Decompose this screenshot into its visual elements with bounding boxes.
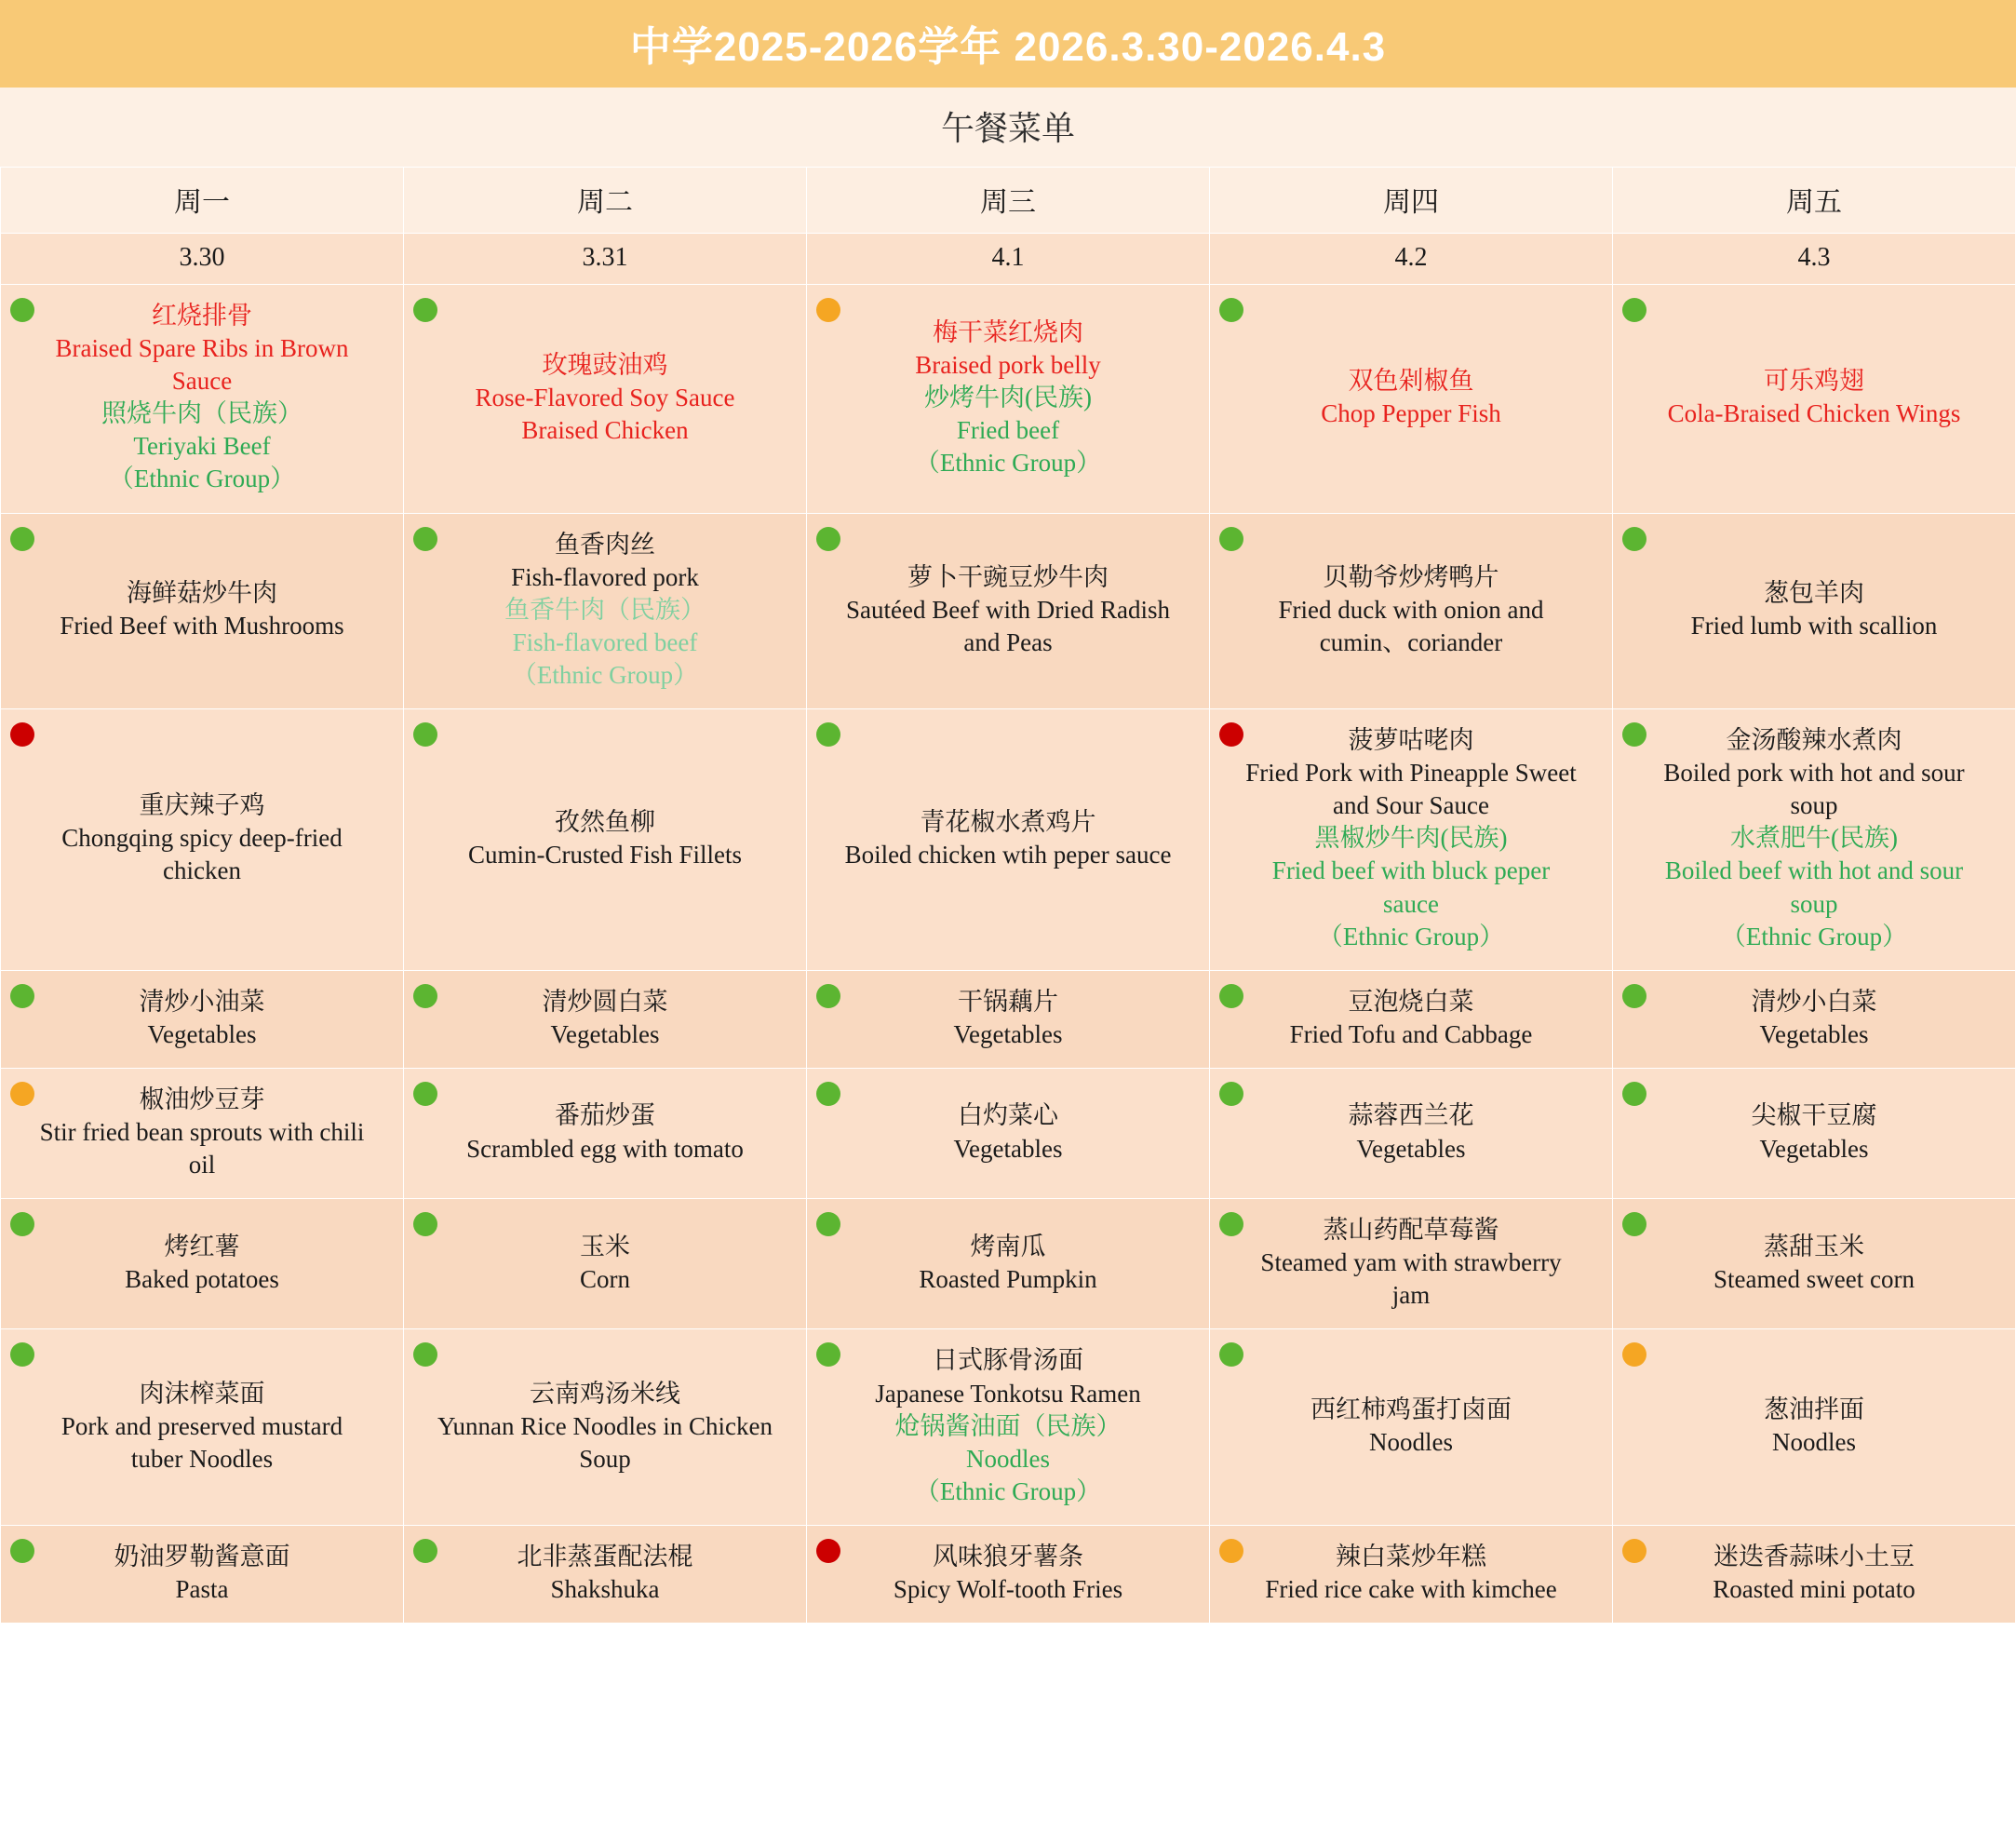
spice-level-green-dot-icon bbox=[10, 527, 34, 551]
dish-text-block bbox=[436, 349, 774, 447]
dish-line: Pasta bbox=[175, 1575, 229, 1603]
dish-text-block bbox=[33, 577, 371, 642]
dish-line: 炒烤牛肉(民族) bbox=[924, 383, 1092, 411]
dish-line: 奶油罗勒酱意面 bbox=[114, 1542, 290, 1570]
dish-text-block bbox=[1242, 1214, 1580, 1312]
page-title: 中学2025-2026学年 2026.3.30-2026.4.3 bbox=[0, 0, 2016, 88]
menu-cell bbox=[1210, 1199, 1613, 1329]
dish-line: （Ethnic Group） bbox=[1720, 922, 1908, 950]
dish-line: Braised pork belly bbox=[915, 350, 1101, 379]
dish-line: Shakshuka bbox=[550, 1575, 660, 1603]
dish-line: 鱼香肉丝 bbox=[555, 530, 655, 559]
dish-text-block bbox=[1645, 986, 1983, 1051]
spice-level-red-dot-icon bbox=[1219, 722, 1243, 747]
dish-line: Fried rice cake with kimchee bbox=[1265, 1575, 1557, 1603]
spice-level-green-dot-icon bbox=[816, 722, 840, 747]
dish-line: 烤南瓜 bbox=[970, 1232, 1046, 1260]
dish-line: 清炒小白菜 bbox=[1751, 987, 1877, 1016]
dish-line: Vegetables bbox=[1759, 1019, 1869, 1048]
dish-line: Fried duck with onion and cumin、coriander bbox=[1278, 595, 1544, 656]
dish-text-block bbox=[1645, 365, 1983, 430]
dish-text-block bbox=[1645, 1394, 1983, 1459]
spice-level-green-dot-icon bbox=[1622, 984, 1646, 1008]
dish-line: Noodles bbox=[966, 1444, 1050, 1473]
menu-cell bbox=[1613, 513, 2016, 708]
menu-cell bbox=[404, 1199, 807, 1329]
weekly-menu-table bbox=[0, 167, 2016, 1624]
dish-line: 干锅藕片 bbox=[958, 987, 1058, 1016]
dish-line: 葱油拌面 bbox=[1764, 1395, 1864, 1424]
dish-line: Scrambled egg with tomato bbox=[466, 1134, 744, 1163]
menu-cell bbox=[1, 1199, 404, 1329]
dish-line: Cumin-Crusted Fish Fillets bbox=[467, 840, 743, 869]
dish-line: 梅干菜红烧肉 bbox=[933, 317, 1083, 346]
dish-line: 清炒圆白菜 bbox=[542, 987, 668, 1016]
dish-line: Sautéed Beef with Dried Radish and Peas bbox=[846, 595, 1170, 656]
menu-cell bbox=[404, 513, 807, 708]
dish-line: 双色剁椒鱼 bbox=[1348, 367, 1474, 396]
dish-line: Vegetables bbox=[1759, 1134, 1869, 1163]
menu-row bbox=[1, 1199, 2016, 1329]
spice-level-green-dot-icon bbox=[1622, 527, 1646, 551]
dish-line: （Ethnic Group） bbox=[914, 448, 1102, 477]
dish-line: 蒸甜玉米 bbox=[1764, 1232, 1864, 1260]
menu-cell bbox=[1, 285, 404, 514]
dish-line: 黑椒炒牛肉(民族) bbox=[1314, 824, 1508, 853]
spice-level-green-dot-icon bbox=[10, 1212, 34, 1236]
dish-text-block bbox=[1242, 986, 1580, 1051]
menu-cell bbox=[1, 513, 404, 708]
dish-line: Noodles bbox=[1369, 1428, 1453, 1457]
menu-cell bbox=[1, 970, 404, 1068]
dish-line: Vegetables bbox=[953, 1019, 1063, 1048]
dish-line: 萝卜干豌豆炒牛肉 bbox=[907, 562, 1109, 591]
dish-line: 肉沫榨菜面 bbox=[139, 1379, 265, 1408]
spice-level-green-dot-icon bbox=[816, 527, 840, 551]
dish-text-block bbox=[33, 1378, 371, 1476]
dish-text-block bbox=[436, 1099, 774, 1165]
menu-cell bbox=[1210, 709, 1613, 971]
dow-header-0: 周一 bbox=[1, 168, 404, 234]
spice-level-orange-dot-icon bbox=[816, 298, 840, 322]
dish-line: Steamed sweet corn bbox=[1714, 1264, 1915, 1293]
menu-cell bbox=[404, 970, 807, 1068]
spice-level-green-dot-icon bbox=[10, 984, 34, 1008]
dish-text-block bbox=[33, 1541, 371, 1606]
dish-text-block bbox=[436, 529, 774, 692]
spice-level-green-dot-icon bbox=[1219, 298, 1243, 322]
dish-text-block bbox=[1242, 724, 1580, 953]
dish-text-block bbox=[436, 806, 774, 871]
menu-row bbox=[1, 709, 2016, 971]
dish-line: 青花椒水煮鸡片 bbox=[920, 807, 1096, 836]
dish-text-block bbox=[1242, 561, 1580, 659]
menu-cell bbox=[1, 1329, 404, 1525]
dish-text-block bbox=[1645, 724, 1983, 953]
menu-cell bbox=[1, 1068, 404, 1198]
spice-level-green-dot-icon bbox=[1219, 984, 1243, 1008]
dish-text-block bbox=[33, 1231, 371, 1296]
dish-line: （Ethnic Group） bbox=[511, 660, 699, 689]
spice-level-green-dot-icon bbox=[1219, 1082, 1243, 1106]
dish-line: 重庆辣子鸡 bbox=[139, 791, 265, 820]
dish-line: Steamed yam with strawberry jam bbox=[1260, 1248, 1562, 1310]
spice-level-green-dot-icon bbox=[413, 1342, 437, 1367]
menu-body bbox=[1, 285, 2016, 1624]
dish-line: 葱包羊肉 bbox=[1764, 579, 1864, 608]
dish-line: Vegetables bbox=[1356, 1134, 1466, 1163]
dish-text-block bbox=[1242, 365, 1580, 430]
dish-text-block bbox=[839, 986, 1177, 1051]
dish-line: 蒜蓉西兰花 bbox=[1348, 1101, 1474, 1130]
dish-line: Chongqing spicy deep-fried chicken bbox=[61, 824, 343, 885]
spice-level-green-dot-icon bbox=[1219, 527, 1243, 551]
spice-level-green-dot-icon bbox=[1622, 1212, 1646, 1236]
dish-line: 辣白菜炒年糕 bbox=[1336, 1542, 1486, 1570]
menu-cell bbox=[1210, 970, 1613, 1068]
dish-line: 玉米 bbox=[580, 1232, 630, 1260]
dow-header-3: 周四 bbox=[1210, 168, 1613, 234]
dish-line: 尖椒干豆腐 bbox=[1751, 1101, 1877, 1130]
dish-line: Braised Spare Ribs in Brown Sauce bbox=[55, 334, 349, 396]
menu-cell bbox=[807, 1329, 1210, 1525]
dish-line: Fried beef with bluck peper sauce bbox=[1271, 856, 1551, 918]
spice-level-green-dot-icon bbox=[816, 984, 840, 1008]
spice-level-green-dot-icon bbox=[816, 1342, 840, 1367]
dish-text-block bbox=[436, 1378, 774, 1476]
spice-level-orange-dot-icon bbox=[1219, 1539, 1243, 1563]
date-header-2: 4.1 bbox=[807, 234, 1210, 285]
spice-level-green-dot-icon bbox=[413, 527, 437, 551]
dish-text-block bbox=[1242, 1394, 1580, 1459]
menu-cell bbox=[404, 1329, 807, 1525]
dish-line: Vegetables bbox=[953, 1134, 1063, 1163]
dish-line: 贝勒爷炒烤鸭片 bbox=[1323, 562, 1499, 591]
dish-line: Pork and preserved mustard tuber Noodles bbox=[60, 1411, 343, 1473]
dish-line: Teriyaki Beef bbox=[133, 432, 271, 461]
dish-line: Fried Beef with Mushrooms bbox=[60, 612, 344, 640]
spice-level-green-dot-icon bbox=[413, 1539, 437, 1563]
dish-text-block bbox=[839, 1344, 1177, 1507]
dish-line: （Ethnic Group） bbox=[108, 465, 296, 493]
spice-level-green-dot-icon bbox=[1622, 298, 1646, 322]
day-of-week-header-row bbox=[1, 168, 2016, 234]
spice-level-green-dot-icon bbox=[10, 298, 34, 322]
dish-line: Spicy Wolf-tooth Fries bbox=[893, 1575, 1123, 1603]
spice-level-green-dot-icon bbox=[413, 984, 437, 1008]
dish-text-block bbox=[839, 806, 1177, 871]
dish-text-block bbox=[839, 1541, 1177, 1606]
dow-header-2: 周三 bbox=[807, 168, 1210, 234]
date-header-4: 4.3 bbox=[1613, 234, 2016, 285]
dish-line: 菠萝咕咾肉 bbox=[1348, 726, 1474, 755]
menu-cell bbox=[1210, 1068, 1613, 1198]
date-header-1: 3.31 bbox=[404, 234, 807, 285]
spice-level-red-dot-icon bbox=[816, 1539, 840, 1563]
menu-cell bbox=[404, 709, 807, 971]
dish-line: 孜然鱼柳 bbox=[555, 807, 655, 836]
spice-level-orange-dot-icon bbox=[1622, 1539, 1646, 1563]
spice-level-green-dot-icon bbox=[1219, 1212, 1243, 1236]
dish-line: 清炒小油菜 bbox=[139, 987, 265, 1016]
dish-line: 海鲜菇炒牛肉 bbox=[127, 579, 277, 608]
dish-text-block bbox=[33, 789, 371, 887]
dish-line: Boiled beef with hot and sour soup bbox=[1664, 856, 1964, 918]
dish-text-block bbox=[436, 1541, 774, 1606]
dish-line: Baked potatoes bbox=[125, 1264, 279, 1293]
menu-cell bbox=[1210, 1329, 1613, 1525]
spice-level-orange-dot-icon bbox=[10, 1082, 34, 1106]
menu-row bbox=[1, 970, 2016, 1068]
menu-cell bbox=[1613, 1329, 2016, 1525]
dish-line: 白灼菜心 bbox=[958, 1101, 1058, 1130]
dish-text-block bbox=[1645, 1099, 1983, 1165]
date-header-row bbox=[1, 234, 2016, 285]
dish-line: 照烧牛肉（民族） bbox=[101, 399, 302, 428]
dish-line: Roasted Pumpkin bbox=[919, 1264, 1097, 1293]
dish-line: 北非蒸蛋配法棍 bbox=[517, 1542, 693, 1570]
dish-text-block bbox=[1645, 1231, 1983, 1296]
dish-line: 水煮肥牛(民族) bbox=[1730, 824, 1898, 853]
spice-level-green-dot-icon bbox=[816, 1212, 840, 1236]
spice-level-green-dot-icon bbox=[1622, 1082, 1646, 1106]
menu-cell bbox=[807, 1068, 1210, 1198]
dish-line: Fried Tofu and Cabbage bbox=[1289, 1019, 1533, 1048]
dow-header-1: 周二 bbox=[404, 168, 807, 234]
menu-cell bbox=[404, 1068, 807, 1198]
dow-header-4: 周五 bbox=[1613, 168, 2016, 234]
menu-row bbox=[1, 513, 2016, 708]
spice-level-green-dot-icon bbox=[413, 298, 437, 322]
dish-line: 豆泡烧白菜 bbox=[1348, 987, 1474, 1016]
dish-line: Boiled chicken wtih peper sauce bbox=[844, 840, 1172, 869]
menu-cell bbox=[807, 970, 1210, 1068]
dish-line: Vegetables bbox=[147, 1019, 257, 1048]
menu-cell bbox=[1613, 970, 2016, 1068]
dish-line: 云南鸡汤米线 bbox=[530, 1379, 680, 1408]
dish-line: 番茄炒蛋 bbox=[555, 1101, 655, 1130]
date-header-0: 3.30 bbox=[1, 234, 404, 285]
dish-line: 炝锅酱油面（民族） bbox=[894, 1411, 1122, 1440]
menu-cell bbox=[1613, 285, 2016, 514]
menu-row bbox=[1, 1329, 2016, 1525]
dish-text-block bbox=[839, 317, 1177, 479]
menu-row bbox=[1, 1525, 2016, 1623]
menu-cell bbox=[807, 1525, 1210, 1623]
menu-cell bbox=[807, 513, 1210, 708]
menu-cell bbox=[807, 709, 1210, 971]
dish-line: 可乐鸡翅 bbox=[1764, 367, 1864, 396]
menu-cell bbox=[1210, 513, 1613, 708]
menu-cell bbox=[1613, 1068, 2016, 1198]
dish-text-block bbox=[1645, 1541, 1983, 1606]
dish-text-block bbox=[436, 986, 774, 1051]
spice-level-green-dot-icon bbox=[10, 1342, 34, 1367]
spice-level-green-dot-icon bbox=[413, 722, 437, 747]
menu-cell bbox=[1, 709, 404, 971]
dish-line: Fish-flavored pork bbox=[511, 562, 699, 591]
dish-line: Fish-flavored beef bbox=[512, 627, 698, 656]
dish-line: Cola-Braised Chicken Wings bbox=[1667, 399, 1961, 428]
dish-line: 烤红薯 bbox=[164, 1232, 240, 1260]
dish-line: 日式豚骨汤面 bbox=[933, 1346, 1083, 1375]
dish-text-block bbox=[33, 1084, 371, 1181]
dish-line: 玫瑰豉油鸡 bbox=[542, 350, 668, 379]
menu-cell bbox=[1613, 1525, 2016, 1623]
dish-line: 西红柿鸡蛋打卤面 bbox=[1310, 1395, 1512, 1424]
dish-line: Chop Pepper Fish bbox=[1321, 399, 1501, 428]
dish-line: 红烧排骨 bbox=[152, 302, 252, 330]
menu-cell bbox=[1613, 709, 2016, 971]
dish-line: 迷迭香蒜味小土豆 bbox=[1714, 1542, 1915, 1570]
dish-text-block bbox=[839, 1231, 1177, 1296]
dish-line: 椒油炒豆芽 bbox=[139, 1085, 265, 1113]
spice-level-green-dot-icon bbox=[413, 1082, 437, 1106]
menu-cell bbox=[1210, 285, 1613, 514]
spice-level-green-dot-icon bbox=[413, 1212, 437, 1236]
dish-text-block bbox=[839, 1099, 1177, 1165]
dish-line: （Ethnic Group） bbox=[914, 1476, 1102, 1505]
dish-line: Corn bbox=[580, 1264, 630, 1293]
dish-text-block bbox=[33, 986, 371, 1051]
dish-line: 金汤酸辣水煮肉 bbox=[1726, 726, 1902, 755]
menu-row bbox=[1, 285, 2016, 514]
menu-cell bbox=[807, 1199, 1210, 1329]
spice-level-red-dot-icon bbox=[10, 722, 34, 747]
dish-text-block bbox=[1242, 1099, 1580, 1165]
spice-level-green-dot-icon bbox=[816, 1082, 840, 1106]
dish-line: Roasted mini potato bbox=[1713, 1575, 1915, 1603]
dish-line: Fried Pork with Pineapple Sweet and Sour Sauce bbox=[1245, 759, 1577, 820]
dish-line: Vegetables bbox=[550, 1019, 660, 1048]
dish-line: Fried lumb with scallion bbox=[1690, 612, 1938, 640]
spice-level-green-dot-icon bbox=[1622, 722, 1646, 747]
spice-level-green-dot-icon bbox=[10, 1539, 34, 1563]
dish-line: 蒸山药配草莓酱 bbox=[1323, 1216, 1499, 1245]
menu-cell bbox=[1210, 1525, 1613, 1623]
menu-cell bbox=[404, 1525, 807, 1623]
dish-text-block bbox=[1242, 1541, 1580, 1606]
dish-line: Boiled pork with hot and sour soup bbox=[1663, 759, 1965, 820]
dish-text-block bbox=[1645, 577, 1983, 642]
menu-subtitle: 午餐菜单 bbox=[0, 88, 2016, 167]
dish-line: Yunnan Rice Noodles in Chicken Soup bbox=[437, 1411, 773, 1473]
dish-line: Fried beef bbox=[956, 415, 1060, 444]
dish-text-block bbox=[33, 300, 371, 496]
dish-text-block bbox=[436, 1231, 774, 1296]
menu-cell bbox=[807, 285, 1210, 514]
dish-line: （Ethnic Group） bbox=[1317, 922, 1505, 950]
dish-line: 鱼香牛肉（民族） bbox=[504, 595, 706, 624]
spice-level-green-dot-icon bbox=[1219, 1342, 1243, 1367]
spice-level-orange-dot-icon bbox=[1622, 1342, 1646, 1367]
dish-line: 风味狼牙薯条 bbox=[933, 1542, 1083, 1570]
menu-cell bbox=[404, 285, 807, 514]
dish-line: Noodles bbox=[1772, 1428, 1856, 1457]
dish-line: Rose-Flavored Soy Sauce Braised Chicken bbox=[475, 383, 735, 444]
menu-row bbox=[1, 1068, 2016, 1198]
date-header-3: 4.2 bbox=[1210, 234, 1613, 285]
menu-cell bbox=[1, 1525, 404, 1623]
dish-text-block bbox=[839, 561, 1177, 659]
menu-cell bbox=[1613, 1199, 2016, 1329]
dish-line: Stir fried bean sprouts with chili oil bbox=[39, 1117, 365, 1179]
dish-line: Japanese Tonkotsu Ramen bbox=[875, 1379, 1141, 1408]
